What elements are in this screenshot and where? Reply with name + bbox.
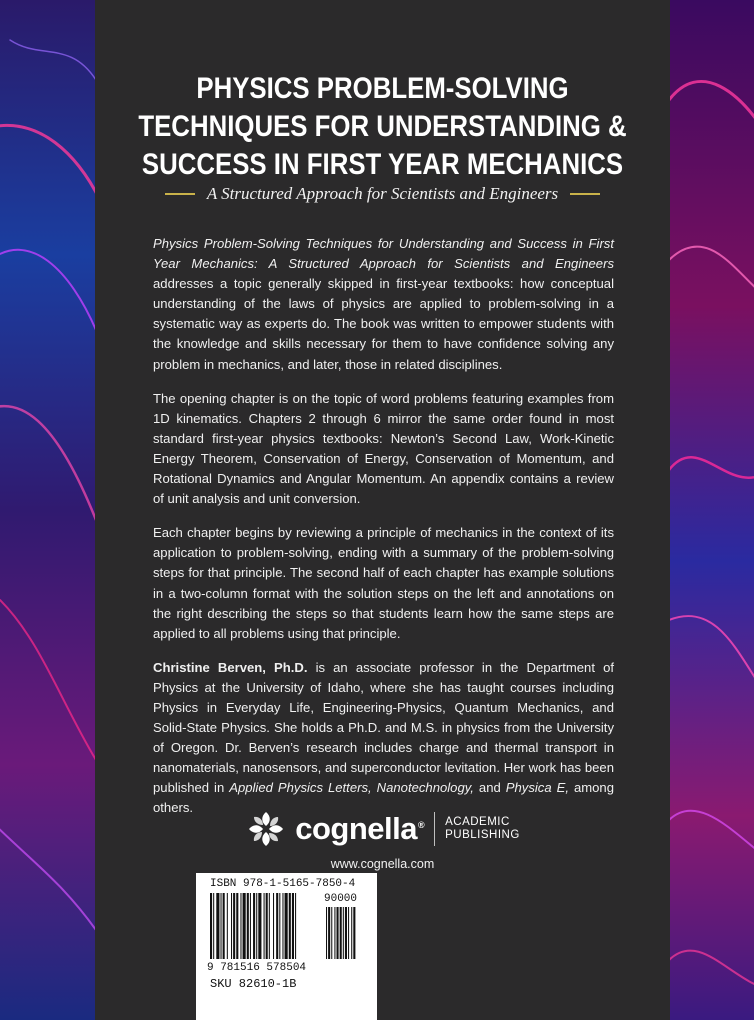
publisher-url: www.cognella.com (330, 857, 435, 871)
book-title (135, 70, 630, 184)
price-addon: 90000 (324, 893, 358, 905)
addon-bar (328, 907, 330, 959)
addon-bar (337, 907, 339, 959)
publisher-name: cognella® (295, 811, 425, 846)
barcode-bar (266, 893, 268, 959)
title-reference: Physics Problem-Solving Techniques for Understanding and Success in First Year Mechanics: A Structured Approach for Scientists and Engineers (153, 236, 614, 272)
isbn-text: ISBN 978-1-5165-7850-4 (210, 878, 356, 890)
barcode-bar (276, 893, 278, 959)
logo-divider (434, 812, 435, 846)
description (153, 234, 614, 819)
addon-bar (326, 907, 327, 959)
barcode-bar (216, 893, 219, 959)
sku-text: SKU 82610-1B (210, 977, 297, 991)
barcode-bar (295, 893, 296, 959)
barcode-bar (256, 893, 257, 959)
barcode-bar (223, 893, 225, 959)
barcode-bar (264, 893, 265, 959)
barcode-bar (269, 893, 270, 959)
barcode-bar (233, 893, 235, 959)
left-rule (165, 193, 195, 195)
barcode-bar (221, 893, 222, 959)
addon-bar (348, 907, 349, 959)
barcode-bar (240, 893, 241, 959)
barcode-bar (289, 893, 291, 959)
barcode-label (196, 873, 377, 1020)
barcode-bar (273, 893, 274, 959)
barcode-bar (285, 893, 288, 959)
barcode-digits: 9 781516 578504 (207, 962, 307, 974)
addon-bar (331, 907, 332, 959)
publisher-tagline: ACADEMIC PUBLISHING (445, 816, 520, 841)
addon-bar (334, 907, 335, 959)
barcode-bar (250, 893, 251, 959)
barcode-bar (243, 893, 246, 959)
author-bio: Christine Berven, Ph.D. is an associate professor in the Department of Physics at the University of Idaho, where she has taught courses including Physics in Everyday Life, Engineering-Physics, Quantum Mechanics, and Solid-State Physics. She holds a Ph.D. and M.S. in physics from the University of Oregon. Dr. Berven’s research includes charge and thermal transport in nanomaterials, nanosensors, and superconductor levitation. Her work has been published in Applied Physics Letters, Nanotechnology, and Physica E, among others. (153, 659, 614, 816)
description-paragraph-3: Each chapter begins by reviewing a principle of mechanics in the context of its application to problem-solving, ending with a summary of the problem-solving steps for that principle. The second half of each chapter has example solutions in a two-column format with the solution steps on the left and annotations on the right describing the steps so that students learn how the same steps are applied to all problems using that principle. (153, 525, 614, 641)
title-line-3: SUCCESS IN FIRST YEAR MECHANICS (141, 148, 624, 181)
addon-bar (351, 907, 352, 959)
description-paragraph-2: The opening chapter is on the topic of word problems featuring examples from 1D kinematics. Chapters 2 through 6 mirror the same order found in most standard first-year physics textbooks: Newton’s Second Law, Work-Kinetic Energy Theorem, Conservation of Energy, Conservation of Momentum, and Rotational Dynamics and Angular Momentum. An appendix contains a review of unit analysis and unit conversion. (153, 390, 614, 507)
addon-bar (340, 907, 342, 959)
barcode-bar (258, 893, 261, 959)
cognella-mark-icon (245, 808, 287, 850)
addon-bar (353, 907, 355, 959)
right-rule (570, 193, 600, 195)
title-line-1: PHYSICS PROBLEM-SOLVING (196, 72, 569, 105)
barcode-bar (227, 893, 228, 959)
barcode-bar (213, 893, 214, 959)
subtitle-row (95, 184, 670, 204)
barcode-bar (210, 893, 212, 959)
addon-bar (343, 907, 344, 959)
publisher-logo (95, 805, 670, 853)
description-paragraph-1: Physics Problem-Solving Techniques for Understanding and Success in First Year Mechanics: A Structured Approach for Scientists and Engineers addresses a topic generally skipped in first-year textbooks: how conceptual understanding of the laws of physics are applied to problem-solving in a systematic way as experts do. The book was written to empower students with the knowledge and skills necessary for them to have confidence solving any problem in mechanics, and later, those in related disciplines. (153, 236, 614, 372)
barcode-bar (279, 893, 280, 959)
barcode-bar (247, 893, 249, 959)
author-name: Christine Berven, Ph.D. (153, 659, 308, 675)
barcode-bar (282, 893, 283, 959)
back-cover-panel (95, 0, 670, 1020)
barcode-bar (236, 893, 238, 959)
book-subtitle: A Structured Approach for Scientists and Engineers (206, 184, 559, 203)
title-line-2: TECHNIQUES FOR UNDERSTANDING & (138, 110, 627, 143)
barcode-bar (231, 893, 232, 959)
addon-bar (345, 907, 347, 959)
barcode-bar (292, 893, 294, 959)
barcode-bar (253, 893, 255, 959)
